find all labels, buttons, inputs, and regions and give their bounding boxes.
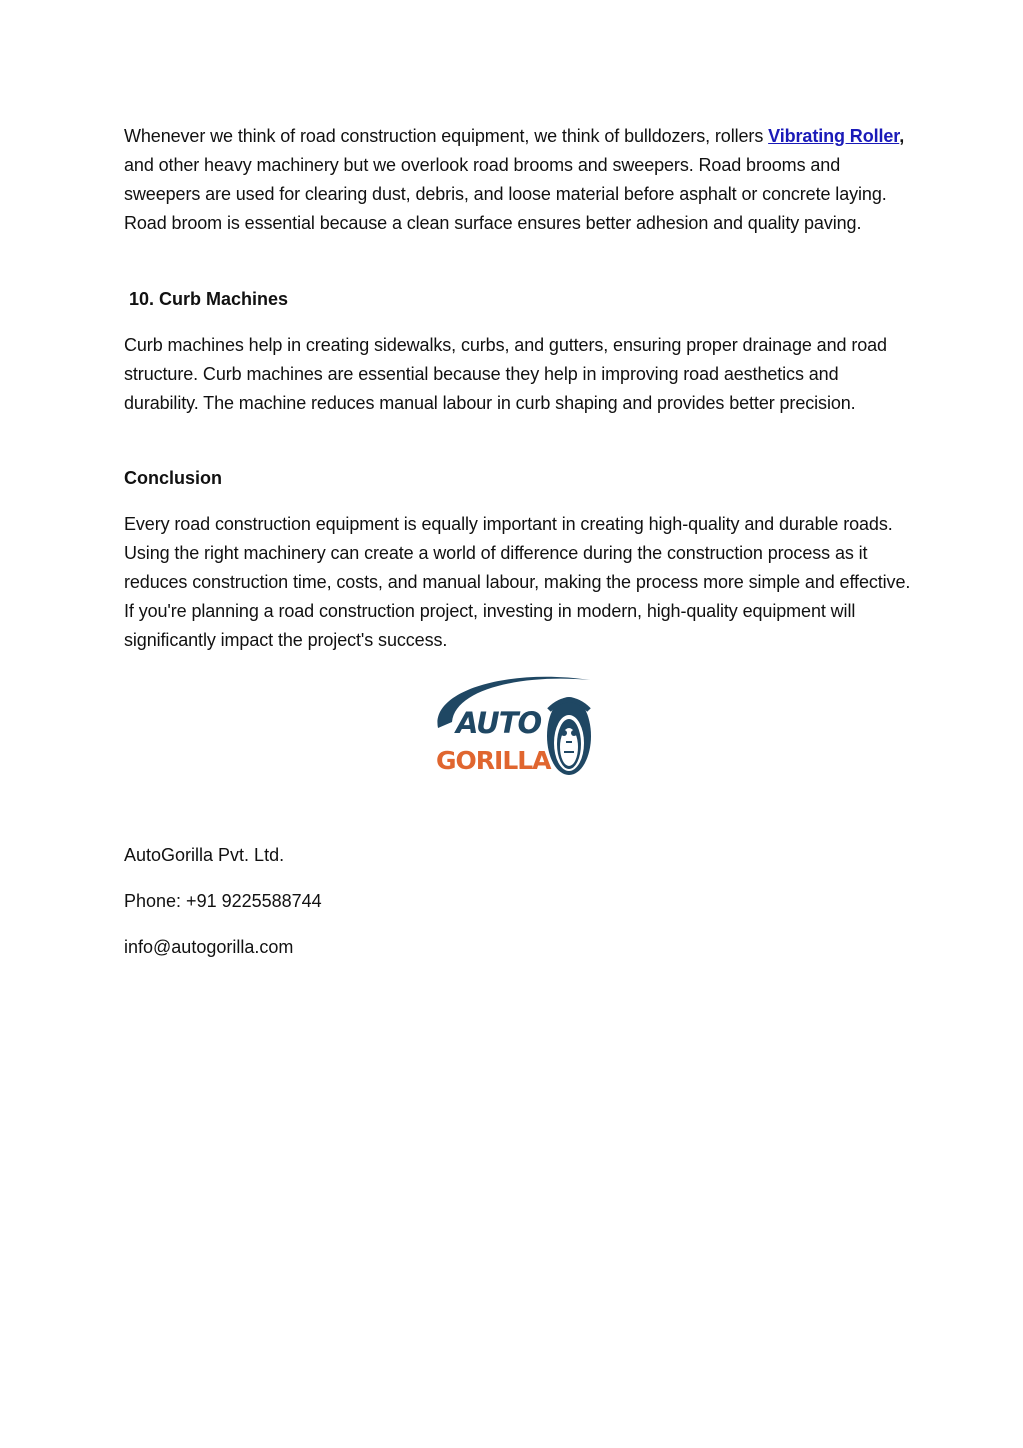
conclusion-heading: Conclusion <box>124 468 222 488</box>
vibrating-roller-link[interactable]: Vibrating Roller <box>768 126 900 146</box>
autogorilla-logo <box>430 670 600 780</box>
conclusion-paragraph: Every road construction equipment is equally important in creating high-quality and durable roads. Using the right machinery can create a world of difference during the construction process as it reduces construction time, costs, and manual labour, making the process more simple and effective. If you're planning a road construction project, investing in modern, high-quality equipment will significantly impact the project's success. <box>124 514 911 650</box>
logo-word-auto: AUTO <box>456 706 542 740</box>
email-address: info@autogorilla.com <box>124 937 294 957</box>
intro-text-start: Whenever we think of road construction equipment, we think of bulldozers, rollers <box>124 126 769 146</box>
curb-machines-paragraph: Curb machines help in creating sidewalks, curbs, and gutters, ensuring proper drainage and road structure. Curb machines are essential because they help in improving road aesthetics and durability. The machine reduces manual labour in curb shaping and provides better precision. <box>124 335 887 413</box>
company-name: AutoGorilla Pvt. Ltd. <box>124 845 285 865</box>
logo-word-gorilla: GORILLA <box>436 746 551 775</box>
intro-text-end: and other heavy machinery but we overlook road brooms and sweepers. Road brooms and sweepers are used for clearing dust, debris, and loose material before asphalt or concrete laying. Road broom is essential because a clean surface ensures better adhesion and quality paving. <box>124 155 887 233</box>
curb-machines-heading: 10. Curb Machines <box>129 289 289 309</box>
link-comma: , <box>899 126 905 146</box>
intro-paragraph <box>124 122 914 238</box>
gorilla-head-icon <box>547 697 591 775</box>
phone-number: Phone: +91 9225588744 <box>124 891 322 911</box>
